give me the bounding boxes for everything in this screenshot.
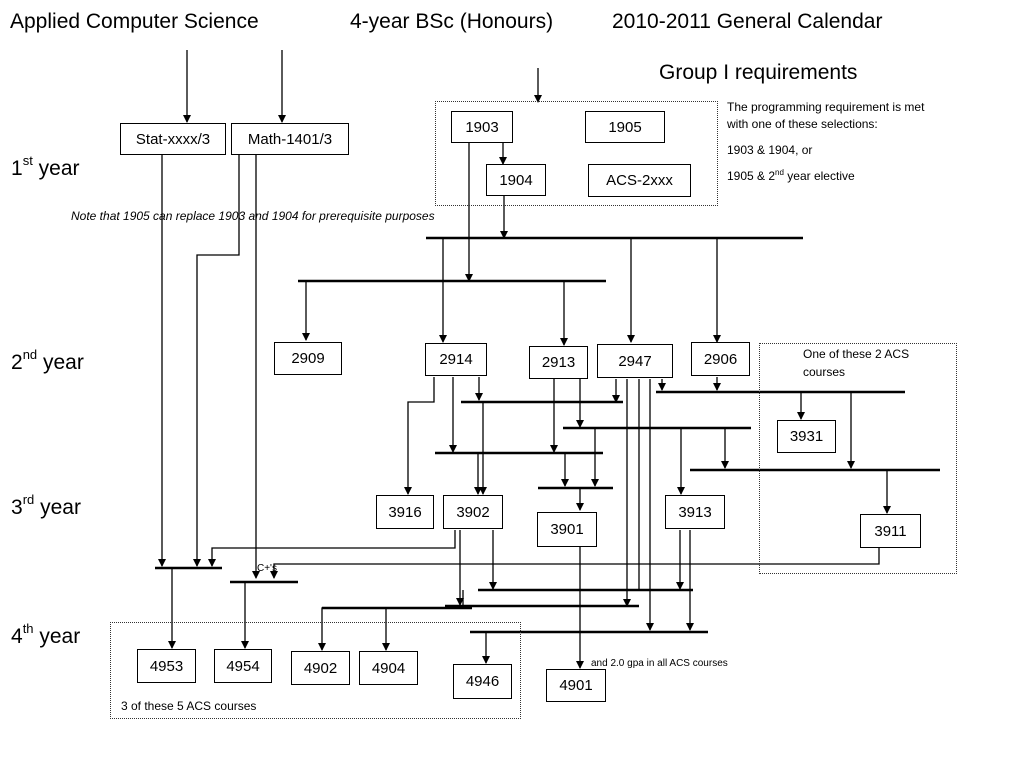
course-box-4946: 4946 xyxy=(453,664,512,699)
course-box-3902: 3902 xyxy=(443,495,503,529)
course-box-2947: 2947 xyxy=(597,344,673,378)
group-requirements-title: Group I requirements xyxy=(659,61,858,84)
course-box-2914: 2914 xyxy=(425,343,487,376)
grade-requirement-label: C+'s xyxy=(257,563,277,574)
course-box-4953: 4953 xyxy=(137,649,196,683)
choose-three-note: 3 of these 5 ACS courses xyxy=(121,699,257,713)
year-label-4: 4th year xyxy=(11,621,81,648)
degree-title: 4-year BSc (Honours) xyxy=(350,10,554,33)
program-title: Applied Computer Science xyxy=(10,10,259,33)
programming-option-2: 1905 & 2nd year elective xyxy=(727,168,855,183)
course-box-2906: 2906 xyxy=(691,342,750,376)
year-label-3: 3rd year xyxy=(11,492,81,519)
course-box-4902: 4902 xyxy=(291,651,350,685)
acs-choice-note-line2: courses xyxy=(803,365,846,379)
programming-note-line2: with one of these selections: xyxy=(727,117,878,131)
course-box-3911: 3911 xyxy=(860,514,921,548)
course-box-3913: 3913 xyxy=(665,495,725,529)
course-box-3916: 3916 xyxy=(376,495,434,529)
course-box-1903: 1903 xyxy=(451,111,513,143)
course-box-2913: 2913 xyxy=(529,346,588,379)
gpa-requirement-note: and 2.0 gpa in all ACS courses xyxy=(591,658,728,669)
course-box-acs-2xxx: ACS-2xxx xyxy=(588,164,691,197)
acs-choice-note-line1: One of these 2 ACS xyxy=(803,347,910,361)
course-box-1904: 1904 xyxy=(486,164,546,196)
course-box-4954: 4954 xyxy=(214,649,272,683)
course-box-3931: 3931 xyxy=(777,420,836,453)
course-box-2909: 2909 xyxy=(274,342,342,375)
course-box-1905: 1905 xyxy=(585,111,665,143)
course-box-4901: 4901 xyxy=(546,669,606,702)
course-box-3901: 3901 xyxy=(537,512,597,547)
course-box-math-1401: Math-1401/3 xyxy=(231,123,349,155)
year-label-2: 2nd year xyxy=(11,347,84,374)
calendar-title: 2010-2011 General Calendar xyxy=(612,10,883,33)
year-label-1: 1st year xyxy=(11,153,80,180)
prerequisite-note: Note that 1905 can replace 1903 and 1904 for prerequisite purposes xyxy=(71,209,435,223)
programming-note-line1: The programming requirement is met xyxy=(727,100,925,114)
programming-option-1: 1903 & 1904, or xyxy=(727,143,813,157)
course-box-stat: Stat-xxxx/3 xyxy=(120,123,226,155)
acs-choice-group xyxy=(759,343,957,574)
course-box-4904: 4904 xyxy=(359,651,418,685)
